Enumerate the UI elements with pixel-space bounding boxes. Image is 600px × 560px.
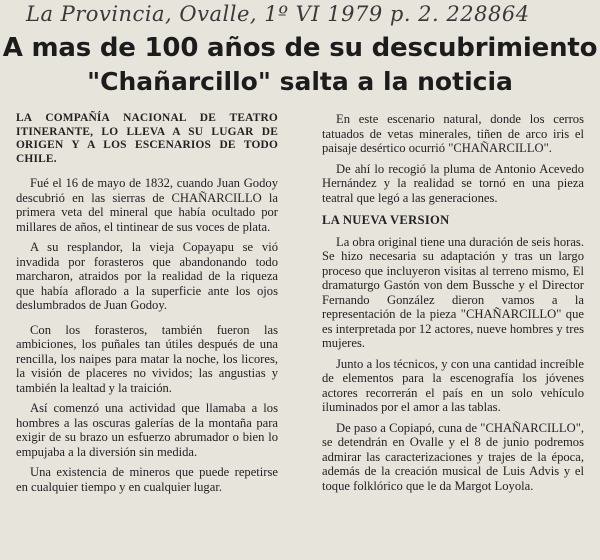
- left-column: [16, 112, 278, 500]
- right-paragraph: Junto a los técnicos, y con una cantidad increíble de elementos para la escenografía los jóvenes actores recorrerán el país en un solo vehículo iluminados por el amor a las tablas.: [322, 356, 584, 414]
- left-paragraph: Así comenzó una actividad que llamaba a los hombres a las oscuras galerías de la montaña para exigir de su brazo un esfuerzo abrumador o bien lo empujaba a la diversión sin medida.: [16, 401, 278, 459]
- left-paragraph: A su resplandor, la vieja Copayapu se vió invadida por forasteros que abandonando todo marcharon, atraidos por la realidad de la riqueza que había aflorado a la superficie ante los ojos deslumbrados de Juan Godoy.: [16, 240, 278, 312]
- headline-line-2: "Chañarcillo" salta a la noticia: [87, 67, 513, 96]
- right-column: [322, 112, 584, 499]
- left-paragraph: Fué el 16 de mayo de 1832, cuando Juan Godoy descubrió en las sierras de CHAÑARCILLO la primera veta del mineral que había ocultado por millares de años, el tintinear de sus voces de plata.: [16, 176, 278, 234]
- headline-line-1: A mas de 100 años de su descubrimiento: [2, 33, 598, 63]
- right-paragraph: La obra original tiene una duración de seis horas. Se hizo necesaria su adaptación y tras un largo proceso que incluyeron visitas al terreno mismo, El dramaturgo Gastón von dem Bussche y el Director Fernando González dieron vamos a la representación de la pieza "CHAÑARCILLO" que es interpretada por 12 actores, nueve hombres y tres mujeres.: [322, 234, 584, 350]
- right-paragraph: De ahí lo recogió la pluma de Antonio Acevedo Hernández y la realidad se tornó en una pieza teatral que legó a las generaciones.: [322, 161, 584, 205]
- section-subheading: LA NUEVA VERSION: [322, 213, 450, 227]
- article-lead: LA COMPAÑÍA NACIONAL DE TEATRO ITINERANTE, LO LLEVA A SU LUGAR DE ORIGEN Y A LOS ESCENARIOS DE TODO CHILE.: [16, 112, 278, 165]
- handwritten-source-note: La Provincia, Ovalle, 1º VI 1979 p. 2. 228864: [26, 2, 530, 26]
- left-paragraph: Con los forasteros, también fueron las ambiciones, los puñales tan útiles después de una rencilla, los naipes para matar la noche, los licores, la visión de placeres no vividos; las angustias y también la lealtad y la traición.: [16, 322, 278, 395]
- left-paragraph: Una existencia de mineros que puede repetirse en cualquier tiempo y en cualquier lugar.: [16, 465, 278, 494]
- right-paragraph: En este escenario natural, donde los cerros tatuados de vetas minerales, tiñen de arco iris el paisaje desértico ocurrió "CHAÑARCILLO".: [322, 112, 584, 155]
- right-paragraph: De paso a Copiapó, cuna de "CHAÑARCILLO", se detendrán en Ovalle y el 8 de junio podremos admirar las caracterizaciones y trajes de la época, además de la creación musical de Luis Advis y el toque folklórico que le da Margot Loyola.: [322, 420, 584, 493]
